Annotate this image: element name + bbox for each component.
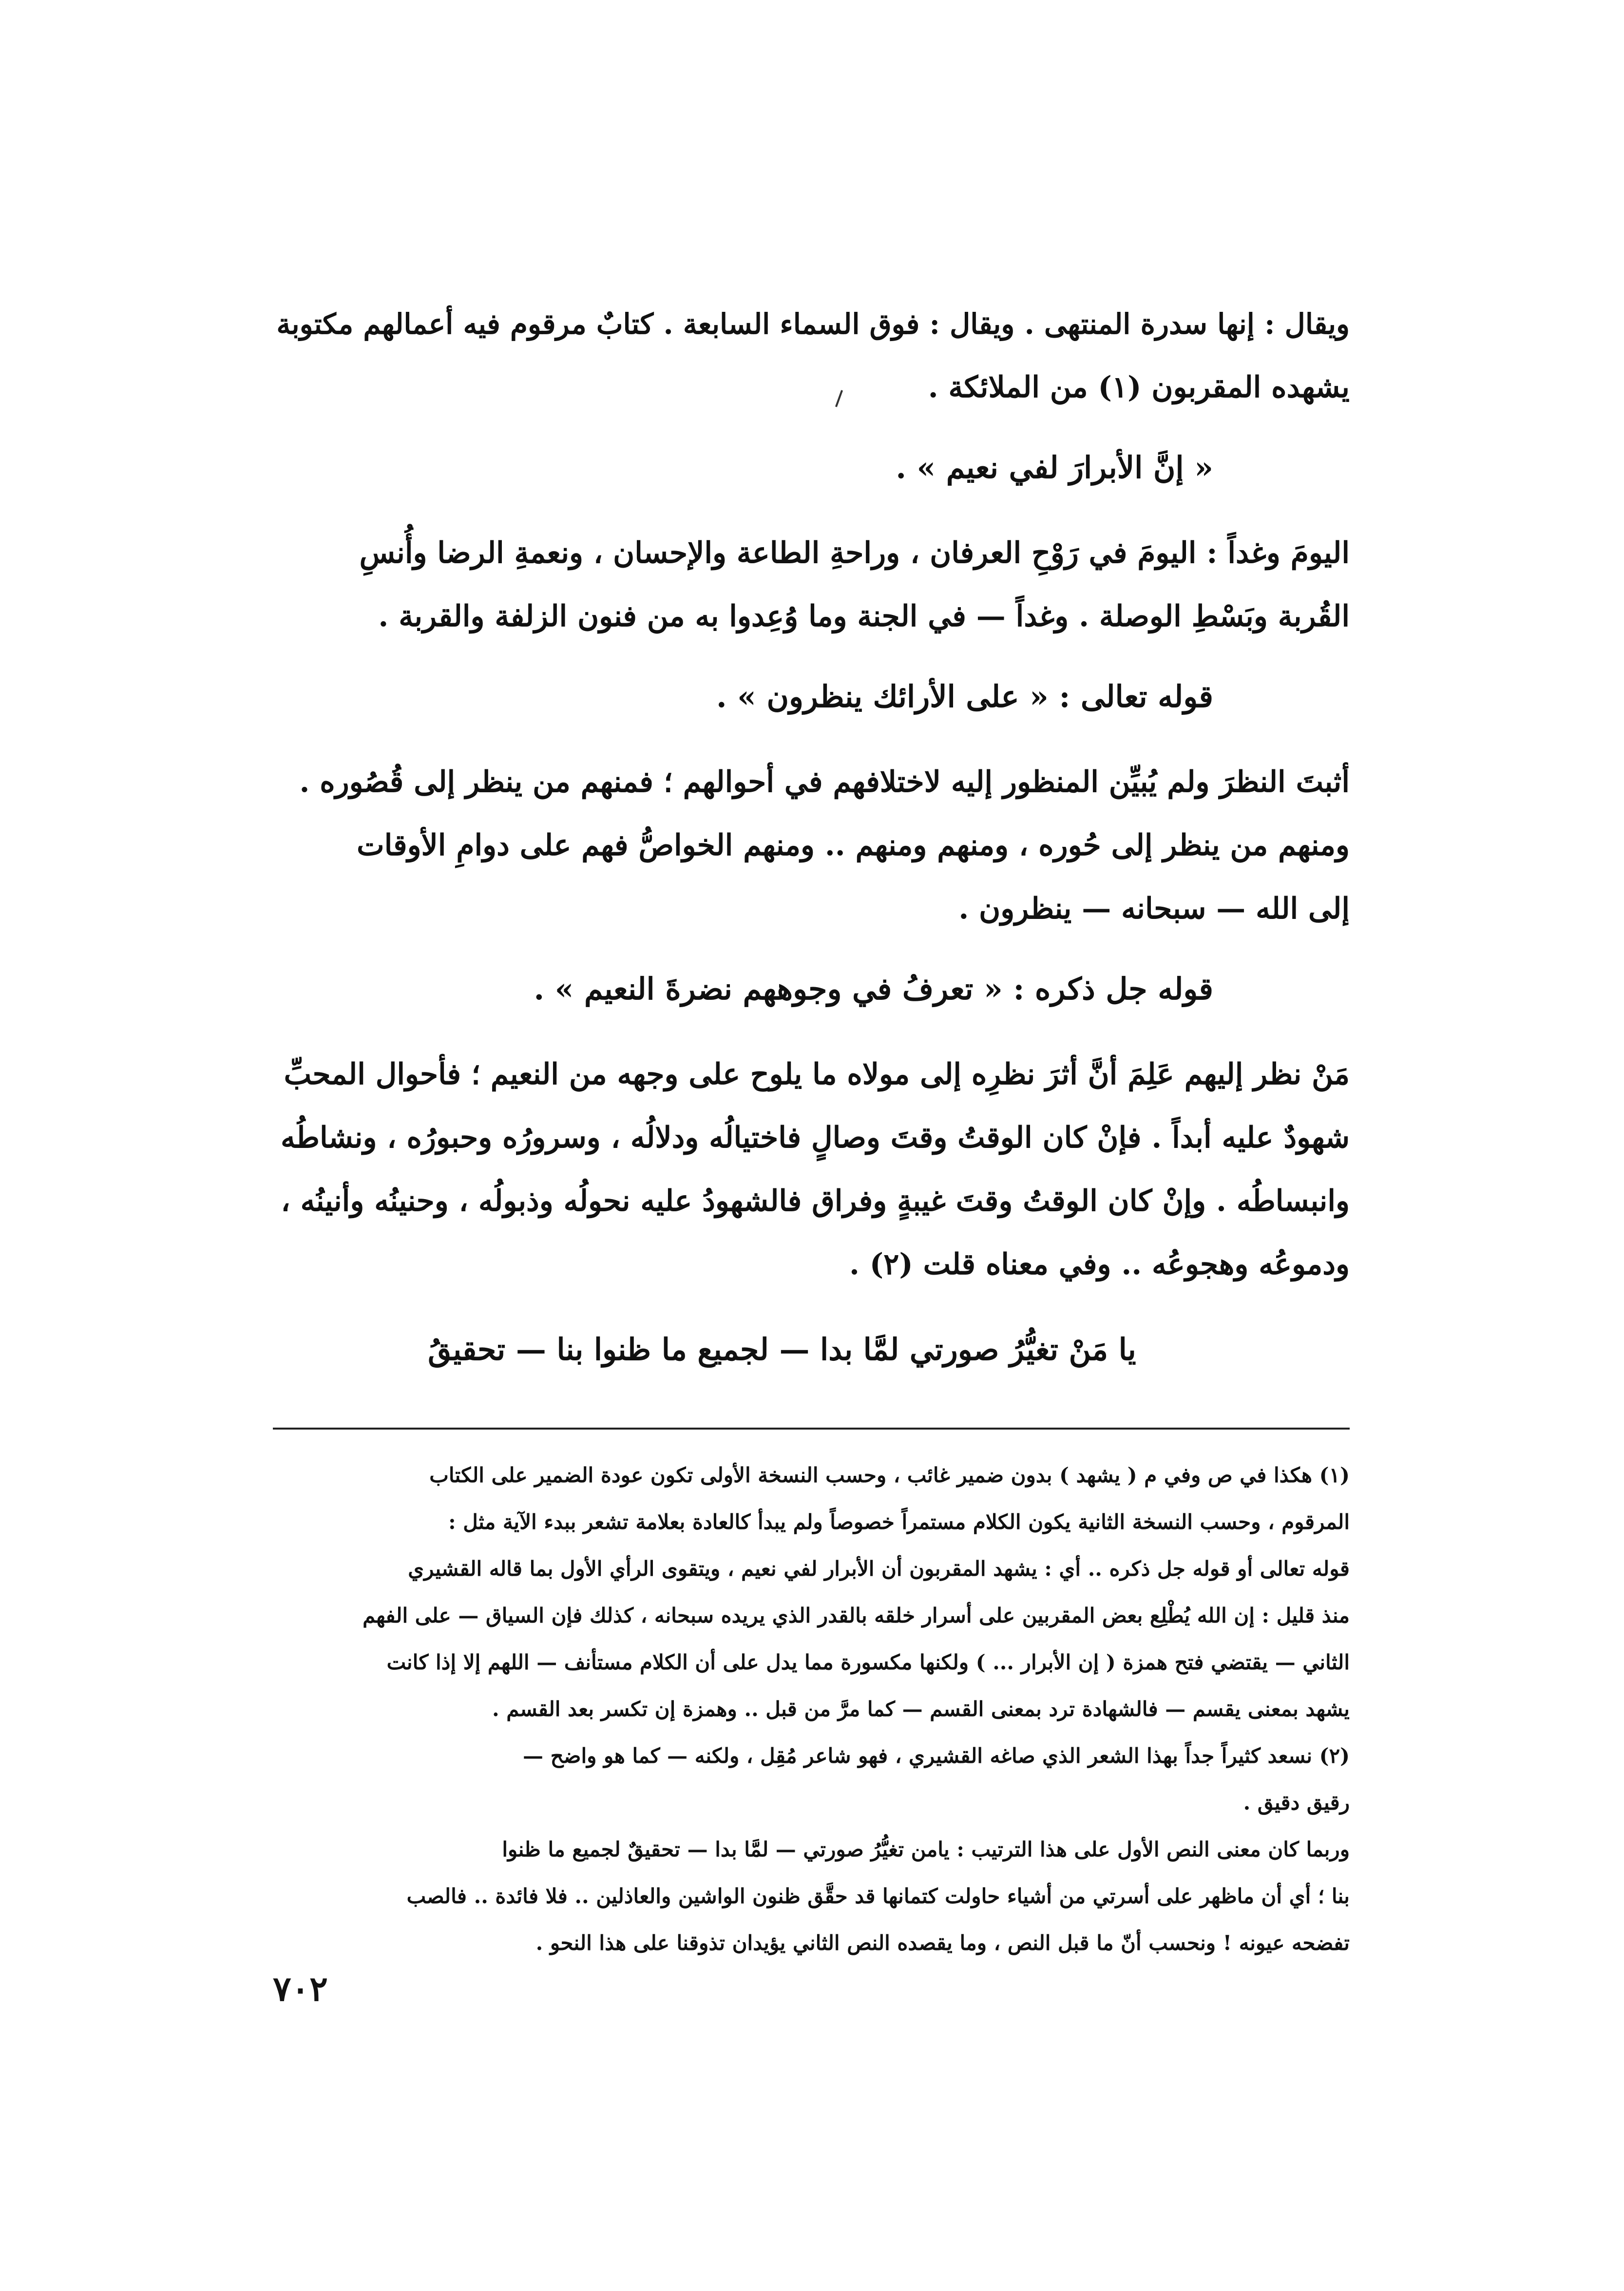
footnote-line: (٢) نسعد كثيراً جداً بهذا الشعر الذي صاغه القشيري ، فهو شاعر مُقِل ، ولكنه — كما هو واضح — bbox=[523, 1744, 1350, 1768]
paragraph-1 bbox=[273, 292, 1350, 419]
text-line: القُربة وبَسْطِ الوصلة . وغداً — في الجنة وما وُعِدوا به من فنون الزلفة والقربة . bbox=[378, 599, 1350, 633]
footnote-line: الثاني — يقتضي فتح همزة ( إن الأبرار ... ) ولكنها مكسورة مما يدل على أن الكلام مستأنف — اللهم إلا إذا كانت bbox=[386, 1650, 1350, 1674]
footnote-line: تفضحه عيونه ! ونحسب أنّ ما قبل النص ، وما يقصده النص الثاني يؤيدان تذوقنا على هذا النحو . bbox=[535, 1931, 1350, 1955]
footnote-line: منذ قليل : إن الله يُطْلِع بعض المقربين على أسرار خلقه بالقدر الذي يريده سبحانه ، كذلك فإن السياق — على الفهم bbox=[363, 1604, 1350, 1627]
paragraph-4 bbox=[273, 1043, 1350, 1296]
page-number: ٧٠٢ bbox=[273, 1968, 328, 2009]
text-line: إلى الله — سبحانه — ينظرون . bbox=[958, 892, 1350, 926]
footnote-line: وربما كان معنى النص الأول على هذا الترتيب : يامن تغيُّرُ صورتي — لمَّا بدا — تحقيقٌ لجميع ما ظنوا bbox=[502, 1837, 1350, 1861]
poem-verse: يا مَنْ تغيُّرُ صورتي لمَّا بدا — لجميع ما ظنوا بنا — تحقيقُ bbox=[428, 1332, 1136, 1367]
footnote-separator bbox=[273, 1428, 1350, 1430]
text-line: يشهده المقربون (١) من الملائكة . bbox=[928, 370, 1350, 404]
footnote-line: رقيق دقيق . bbox=[1243, 1791, 1350, 1814]
quranic-verse-1: « إنَّ الأبرارَ لفي نعيم » . bbox=[896, 450, 1213, 485]
text-line: اليومَ وغداً : اليومَ في رَوْحِ العرفان ، وراحةِ الطاعة والإحسان ، ونعمةِ الرضا وأُنسِ bbox=[359, 536, 1350, 570]
text-line: ومنهم من ينظر إلى حُوره ، ومنهم ومنهم .. ومنهم الخواصُّ فهم على دوامِ الأوقات bbox=[357, 828, 1350, 862]
text-line: ويقال : إنها سدرة المنتهى . ويقال : فوق السماء السابعة . كتابٌ مرقوم فيه أعمالهم مكتوبة bbox=[276, 307, 1350, 341]
text-line: ودموعُه وهجوعُه .. وفي معناه قلت (٢) . bbox=[849, 1247, 1350, 1281]
paragraph-3 bbox=[273, 750, 1350, 940]
text-line: شهودٌ عليه أبداً . فإنْ كان الوقتُ وقتَ وصالٍ فاختيالُه ودلالُه ، وسرورُه وحبورُه ، ونشاطُه bbox=[281, 1121, 1350, 1155]
footnote-line: يشهد بمعنى يقسم — فالشهادة ترد بمعنى القسم — كما مرَّ من قبل .. وهمزة إن تكسر بعد القسم . bbox=[492, 1697, 1350, 1721]
text-line: مَنْ نظر إليهم عَلِمَ أنَّ أثرَ نظرِه إلى مولاه ما يلوح على وجهه من النعيم ؛ فأحوال المحبِّ bbox=[284, 1057, 1350, 1091]
footnote-line: المرقوم ، وحسب النسخة الثانية يكون الكلام مستمراً خصوصاً ولم يبدأ كالعادة بعلامة تشعر ببدء الآية مثل : bbox=[448, 1510, 1350, 1534]
footnotes bbox=[273, 1452, 1350, 1966]
footnote-line: قوله تعالى أو قوله جل ذكره .. أي : يشهد المقربون أن الأبرار لفي نعيم ، ويتقوى الرأي الأول بما قاله القشيري bbox=[408, 1557, 1350, 1581]
quranic-verse-2: قوله تعالى : « على الأرائك ينظرون » . bbox=[716, 679, 1213, 714]
main-text bbox=[273, 292, 1350, 1384]
footnote-line: (١) هكذا في ص وفي م ( يشهد ) بدون ضمير غائب ، وحسب النسخة الأولى تكون عودة الضمير على الكتاب bbox=[429, 1463, 1350, 1487]
quranic-verse-3: قوله جل ذكره : « تعرفُ في وجوههم نضرةَ النعيم » . bbox=[534, 971, 1213, 1007]
text-line: أثبتَ النظرَ ولم يُبيِّن المنظور إليه لاختلافهم في أحوالهم ؛ فمنهم من ينظر إلى قُصُوره . bbox=[299, 765, 1350, 799]
footnote-line: بنا ؛ أي أن ماظهر على أسرتي من أشياء حاولت كتمانها قد حقَّق ظنون الواشين والعاذلين .. فلا فائدة .. فالصب bbox=[406, 1884, 1350, 1908]
text-line: وانبساطُه . وإنْ كان الوقتُ وقتَ غيبةٍ وفراق فالشهودُ عليه نحولُه وذبولُه ، وحنينُه وأنينُه ، bbox=[281, 1184, 1350, 1218]
paragraph-2 bbox=[273, 521, 1350, 648]
